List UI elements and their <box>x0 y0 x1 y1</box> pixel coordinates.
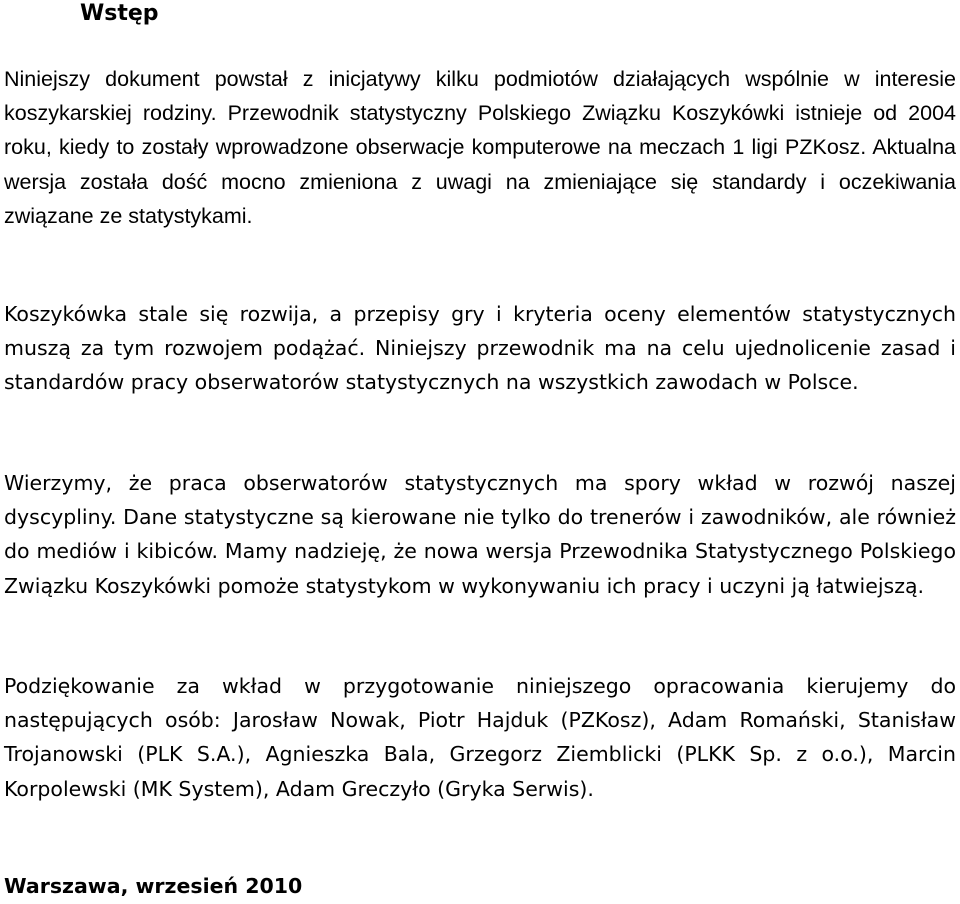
place-and-date: Warszawa, wrzesień 2010 <box>4 874 303 898</box>
development-paragraph: Koszykówka stale się rozwija, a przepisy gry i kryteria oceny elementów statystycznych muszą za tym rozwojem podążać. Niniejszy przewodnik ma na celu ujednolicenie zasad i standardów pracy obserwatorów statystycznych na wszystkich zawodach w Polsce. <box>4 302 956 395</box>
belief-paragraph: Wierzymy, że praca obserwatorów statystycznych ma spory wkład w rozwój naszej dyscypliny. Dane statystyczne są kierowane nie tylko do trenerów i zawodników, ale również do mediów i kibiców. Mamy nadzieję, że nowa wersja Przewodnika Statystycznego Polskiego Związku Koszykówki pomoże statystykom w wykonywaniu ich pracy i uczyni ją łatwiejszą. <box>4 471 956 598</box>
acknowledgements-paragraph: Podziękowanie za wkład w przygotowanie niniejszego opracowania kierujemy do następujących osób: Jarosław Nowak, Piotr Hajduk (PZKosz), Adam Romański, Stanisław Trojanowski (PLK S.A.), Agnieszka Bala, Grzegorz Ziemblicki (PLKK Sp. z o.o.), Marcin Korpolewski (MK System), Adam Greczyło (Gryka Serwis). <box>4 674 956 801</box>
section-heading: Wstęp <box>80 1 159 26</box>
intro-paragraph: Niniejszy dokument powstał z inicjatywy kilku podmiotów działających wspólnie w interesie koszykarskiej rodziny. Przewodnik statystyczny Polskiego Związku Koszykówki istnieje od 2004 roku, kiedy to zostały wprowadzone obserwacje komputerowe na meczach 1 ligi PZKosz. Aktualna wersja została dość mocno zmieniona z uwagi na zmieniające się standardy i oczekiwania związane ze statystykami. <box>4 67 956 228</box>
